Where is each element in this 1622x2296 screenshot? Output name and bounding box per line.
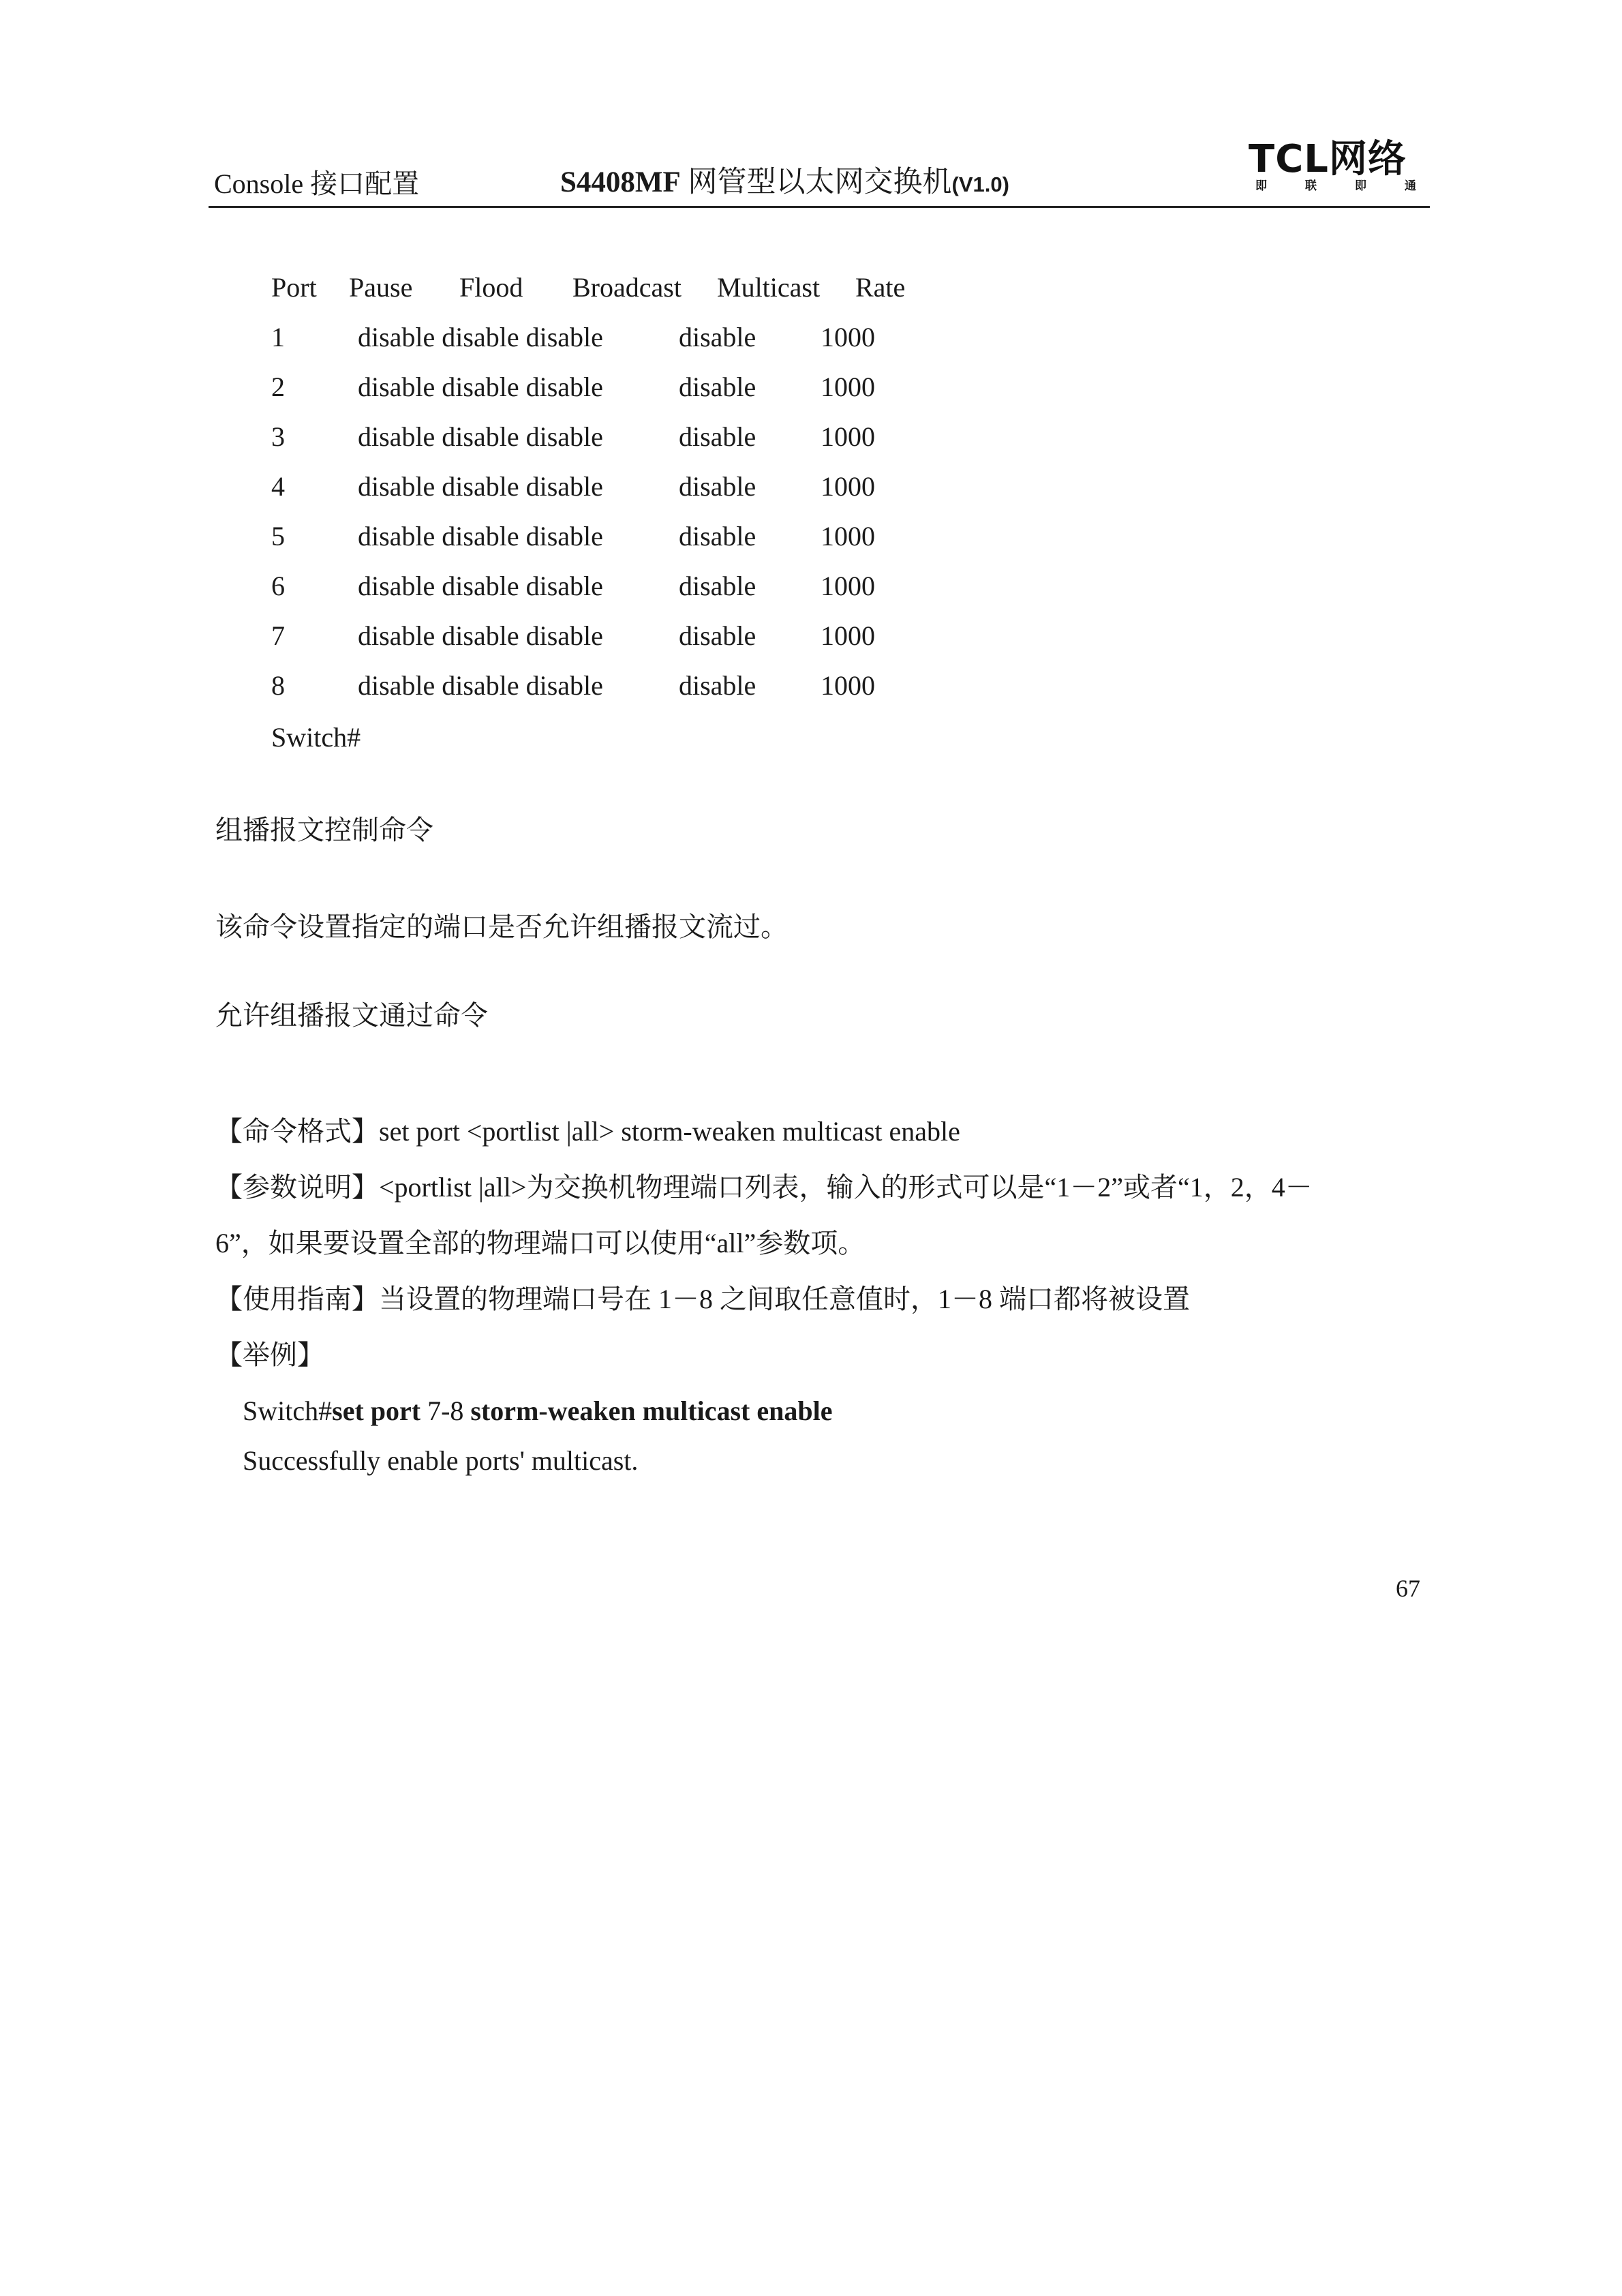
param-description-line-1 xyxy=(215,1168,1313,1207)
logo-slogan-char: 联 xyxy=(1305,179,1317,193)
cell-multicast: disable xyxy=(679,521,756,552)
example-keyword-storm-weaken: storm-weaken multicast enable xyxy=(470,1395,833,1426)
logo-slogan xyxy=(1255,180,1416,192)
example-command xyxy=(243,1392,832,1430)
cell-multicast: disable xyxy=(679,421,756,452)
col-header-rate: Rate xyxy=(855,272,906,303)
usage-guide-label: 【使用指南】 xyxy=(215,1284,379,1314)
logo-slogan-char: 通 xyxy=(1405,179,1416,193)
cell-multicast: disable xyxy=(679,322,756,352)
header-section-title: Console 接口配置 xyxy=(214,168,420,199)
cell-port: 4 xyxy=(271,471,285,502)
cell-pause-flood-broadcast: disable disable disable xyxy=(358,521,603,552)
page-number: 67 xyxy=(1396,1575,1420,1602)
col-header-pause: Pause xyxy=(349,272,413,303)
example-prompt: Switch# xyxy=(243,1395,333,1426)
param-description-line-2: 6”，如果要设置全部的物理端口可以使用“all”参数项。 xyxy=(215,1228,866,1258)
cell-rate: 1000 xyxy=(821,372,875,402)
usage-guide-text: 当设置的物理端口号在 1－8 之间取任意值时，1－8 端口都将被设置 xyxy=(379,1284,1190,1314)
param-label: 【参数说明】 xyxy=(215,1172,379,1203)
example-result: Successfully enable ports' multicast. xyxy=(243,1445,639,1476)
header-version: (V1.0) xyxy=(951,172,1009,196)
cell-pause-flood-broadcast: disable disable disable xyxy=(358,620,603,651)
cell-pause-flood-broadcast: disable disable disable xyxy=(358,471,603,502)
cell-port: 2 xyxy=(271,372,285,402)
tcl-network-logo xyxy=(1249,137,1427,193)
cell-multicast: disable xyxy=(679,372,756,402)
cell-multicast: disable xyxy=(679,571,756,601)
cell-port: 3 xyxy=(271,421,285,452)
cell-pause-flood-broadcast: disable disable disable xyxy=(358,322,603,352)
cell-port: 7 xyxy=(271,620,285,651)
usage-guide-line xyxy=(215,1280,1190,1318)
col-header-flood: Flood xyxy=(459,272,523,303)
cell-multicast: disable xyxy=(679,670,756,701)
cell-port: 1 xyxy=(271,322,285,352)
header-model: S4408MF xyxy=(560,166,681,198)
header-product-title xyxy=(560,162,1009,205)
logo-text: TCL网络 xyxy=(1249,137,1407,181)
cell-rate: 1000 xyxy=(821,670,875,701)
example-keyword-set-port: set port xyxy=(332,1395,421,1426)
example-label: 【举例】 xyxy=(215,1340,324,1370)
col-header-multicast: Multicast xyxy=(717,272,821,303)
cell-multicast: disable xyxy=(679,471,756,502)
col-header-port: Port xyxy=(271,272,317,303)
logo-slogan-char: 即 xyxy=(1255,179,1267,193)
logo-slogan-char: 即 xyxy=(1355,179,1366,193)
cell-rate: 1000 xyxy=(821,571,875,601)
table-header-row xyxy=(0,271,1622,305)
param-text: <portlist |all>为交换机物理端口列表，输入的形式可以是“1－2”或者“1，2，4－ xyxy=(379,1172,1313,1203)
section-description: 该命令设置指定的端口是否允许组播报文流过。 xyxy=(215,911,788,942)
cell-rate: 1000 xyxy=(821,521,875,552)
col-header-broadcast: Broadcast xyxy=(572,272,682,303)
cell-port: 8 xyxy=(271,670,285,701)
cell-rate: 1000 xyxy=(821,322,875,352)
section-heading-allow-multicast: 允许组播报文通过命令 xyxy=(215,1000,488,1031)
table-row xyxy=(0,320,1622,354)
example-port-range: 7-8 xyxy=(420,1395,471,1426)
cell-pause-flood-broadcast: disable disable disable xyxy=(358,571,603,601)
table-row xyxy=(0,470,1622,504)
cell-pause-flood-broadcast: disable disable disable xyxy=(358,670,603,701)
header-divider xyxy=(209,206,1430,208)
command-format-line xyxy=(215,1113,960,1151)
table-row xyxy=(0,420,1622,454)
cell-pause-flood-broadcast: disable disable disable xyxy=(358,421,603,452)
command-format-label: 【命令格式】 xyxy=(215,1116,379,1147)
table-row xyxy=(0,619,1622,653)
cell-rate: 1000 xyxy=(821,471,875,502)
table-row xyxy=(0,370,1622,404)
cell-port: 5 xyxy=(271,521,285,552)
table-row xyxy=(0,519,1622,554)
cell-pause-flood-broadcast: disable disable disable xyxy=(358,372,603,402)
header-title-text: 网管型以太网交换机 xyxy=(680,166,952,198)
command-format-text: set port <portlist |all> storm-weaken multicast enable xyxy=(379,1116,960,1147)
cell-rate: 1000 xyxy=(821,620,875,651)
cell-port: 6 xyxy=(271,571,285,601)
section-heading-multicast-control: 组播报文控制命令 xyxy=(215,815,433,845)
console-prompt: Switch# xyxy=(271,722,361,753)
table-row xyxy=(0,669,1622,703)
cell-rate: 1000 xyxy=(821,421,875,452)
cell-multicast: disable xyxy=(679,620,756,651)
table-row xyxy=(0,569,1622,603)
